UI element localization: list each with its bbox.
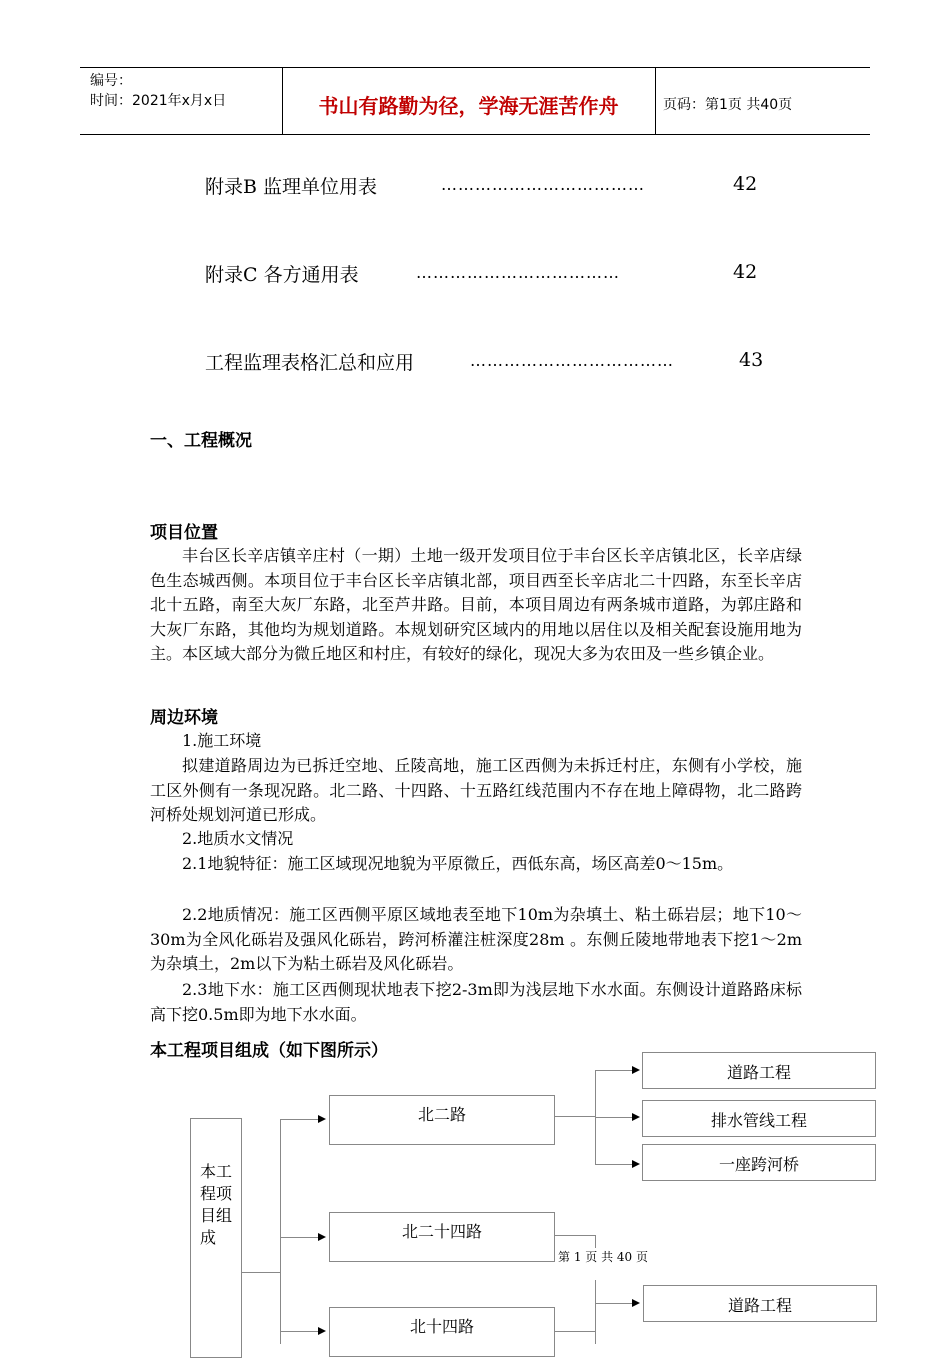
header-bottom-rule <box>80 134 870 135</box>
paragraph: 1.施工环境 <box>182 731 262 750</box>
diagram-road-label: 北二路 <box>417 1105 466 1124</box>
connector-line <box>555 1235 595 1236</box>
paragraph: 2.2地质情况：施工区西侧平原区域地表至地下10m为杂填土、粘土砾岩层；地下10～30m为全风化砾岩及强风化砾岩，跨河桥灌注桩深度28m 。东侧丘陵地带地表下挖1～2m为杂填土，2m以下为粘土砾岩及风化砾岩。 <box>150 905 802 973</box>
diagram-item-label: 道路工程 <box>727 1296 792 1315</box>
arrow-icon <box>632 1160 640 1168</box>
arrow-icon <box>318 1233 326 1241</box>
connector-line <box>555 1331 595 1332</box>
doc-number: 编号： <box>90 73 132 89</box>
subsection-title: 周边环境 <box>150 708 218 728</box>
diagram-item-box <box>642 1100 876 1137</box>
connector-line <box>595 1117 632 1118</box>
diagram-item-label: 排水管线工程 <box>710 1111 807 1130</box>
diagram-root-label: 本工程项目组成 <box>200 1162 233 1247</box>
subsection-title: 本工程项目组成（如下图所示） <box>150 1041 388 1061</box>
toc-dots: ……………………………… <box>441 175 645 194</box>
connector-line <box>595 1303 632 1304</box>
toc-dots: ……………………………… <box>470 351 674 370</box>
diagram-road-label: 北二十四路 <box>401 1222 482 1241</box>
subsection-title: 项目位置 <box>150 523 218 543</box>
diagram-item-box <box>643 1285 877 1322</box>
diagram-road-box <box>329 1095 555 1145</box>
connector-line <box>595 1164 632 1165</box>
header-divider <box>655 67 656 134</box>
paragraph: 2.3地下水：施工区西侧现状地表下挖2-3m即为浅层地下水水面。东侧设计道路路床标高下挖0.5m即为地下水水面。 <box>150 980 802 1024</box>
connector-line <box>595 1070 632 1071</box>
diagram-road-label: 北十四路 <box>409 1317 474 1336</box>
connector-line <box>280 1237 318 1238</box>
arrow-icon <box>318 1327 326 1335</box>
page-info: 页码：第1页 共40页 <box>663 97 793 113</box>
paragraph: 丰台区长辛店镇辛庄村（一期）土地一级开发项目位于丰台区长辛店镇北区，长辛店绿色生态城西侧。本项目位于丰台区长辛店镇北部，项目西至长辛店北二十四路，东至长辛店北十五路，南至大灰厂东路，北至芦井路。目前，本项目周边有两条城市道路，为郭庄路和大灰厂东路，其他均为规划道路。本规划研究区域内的用地以居住以及相关配套设施用地为主。本区域大部分为微丘地区和村庄，有较好的绿化，现况大多为农田及一些乡镇企业。 <box>150 546 802 663</box>
diagram-item-label: 道路工程 <box>726 1063 791 1082</box>
paragraph: 2.地质水文情况 <box>182 829 294 848</box>
arrow-icon <box>318 1115 326 1123</box>
header-motto: 书山有路勤为径，学海无涯苦作舟 <box>318 94 619 118</box>
connector-line <box>555 1116 595 1117</box>
diagram-item-box <box>642 1144 876 1181</box>
paragraph: 拟建道路周边为已拆迁空地、丘陵高地，施工区西侧为未拆迁村庄，东侧有小学校，施工区外侧有一条现况路。北二路、十四路、十五路红线范围内不存在地上障碍物，北二路跨河桥处规划河道已形成。 <box>150 756 802 824</box>
paragraph: 2.1地貌特征：施工区域现况地貌为平原微丘，西低东高，场区高差0～15m。 <box>182 854 734 873</box>
diagram-road-box <box>329 1212 555 1262</box>
diagram-item-label: 一座跨河桥 <box>718 1155 799 1174</box>
diagram-root-box <box>190 1118 242 1358</box>
toc-entry-page: 42 <box>733 173 758 195</box>
doc-time: 时间：2021年x月x日 <box>90 93 227 109</box>
arrow-icon <box>632 1113 640 1121</box>
connector-line <box>595 1280 596 1344</box>
connector-line <box>242 1272 280 1273</box>
toc-entry-page: 42 <box>733 261 758 283</box>
toc-entry-page: 43 <box>739 349 764 371</box>
connector-line <box>280 1331 318 1332</box>
toc-entry-label: 附录C 各方通用表 <box>205 264 359 286</box>
toc-dots: ……………………………… <box>416 263 620 282</box>
header-top-rule <box>80 67 870 68</box>
connector-line <box>280 1119 318 1120</box>
diagram-road-box <box>329 1307 555 1357</box>
arrow-icon <box>632 1299 640 1307</box>
toc-entry-label: 附录B 监理单位用表 <box>205 176 378 198</box>
section-title: 一、工程概况 <box>150 431 252 451</box>
diagram-item-box <box>642 1052 876 1089</box>
connector-line <box>280 1119 281 1344</box>
arrow-icon <box>632 1066 640 1074</box>
page-footer: 第 1 页 共 40 页 <box>555 1248 651 1265</box>
toc-entry-label: 工程监理表格汇总和应用 <box>205 352 415 374</box>
